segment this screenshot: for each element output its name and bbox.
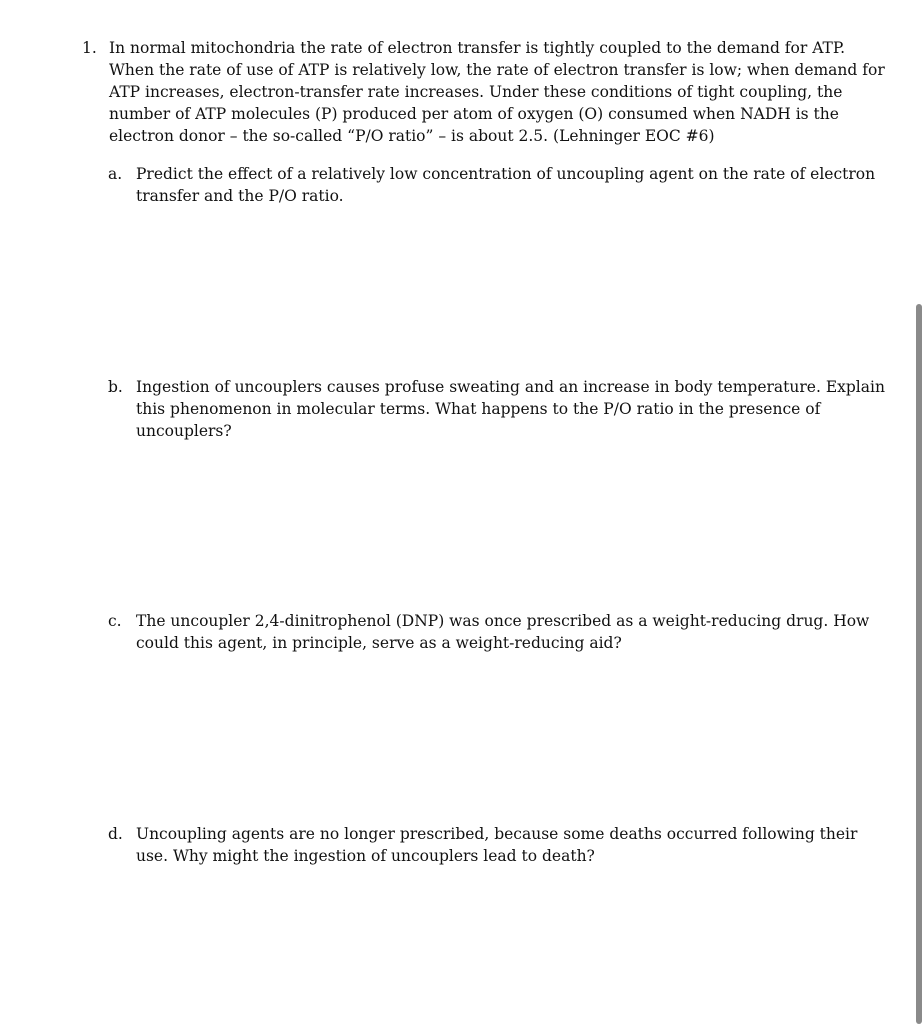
question-stem — [109, 37, 885, 147]
part-line: Ingestion of uncouplers causes profuse sweating and an increase in body temperature. Explain — [136, 378, 885, 396]
stem-line: In normal mitochondria the rate of electron transfer is tightly coupled to the demand for ATP. — [109, 39, 846, 57]
stem-line: ATP increases, electron-transfer rate increases. Under these conditions of tight coupling, the — [109, 83, 843, 101]
part-letter: a. — [108, 165, 123, 183]
part-line: this phenomenon in molecular terms. What happens to the P/O ratio in the presence of — [136, 400, 821, 418]
part-line: uncouplers? — [136, 422, 232, 440]
question-number: 1. — [82, 39, 97, 57]
part-text — [136, 823, 876, 867]
part-line: use. Why might the ingestion of uncouplers lead to death? — [136, 847, 595, 865]
part-text — [136, 376, 885, 442]
part-line: The uncoupler 2,4-dinitrophenol (DNP) was once prescribed as a weight-reducing drug. How — [136, 612, 870, 630]
part-letter: b. — [108, 378, 123, 396]
part-line: Predict the effect of a relatively low concentration of uncoupling agent on the rate of electron — [136, 165, 876, 183]
stem-line: electron donor – the so-called “P/O ratio” – is about 2.5. (Lehninger EOC #6) — [109, 127, 715, 145]
part-line: Uncoupling agents are no longer prescribed, because some deaths occurred following their — [136, 825, 858, 843]
stem-line: When the rate of use of ATP is relatively low, the rate of electron transfer is low; when demand for — [109, 61, 885, 79]
part-letter: c. — [108, 612, 122, 630]
part-text — [136, 163, 876, 207]
part-line: could this agent, in principle, serve as a weight-reducing aid? — [136, 634, 622, 652]
part-letter: d. — [108, 825, 123, 843]
scrollbar-thumb[interactable] — [916, 304, 922, 1024]
part-text — [136, 610, 876, 654]
part-line: transfer and the P/O ratio. — [136, 187, 344, 205]
stem-line: number of ATP molecules (P) produced per atom of oxygen (O) consumed when NADH is the — [109, 105, 839, 123]
